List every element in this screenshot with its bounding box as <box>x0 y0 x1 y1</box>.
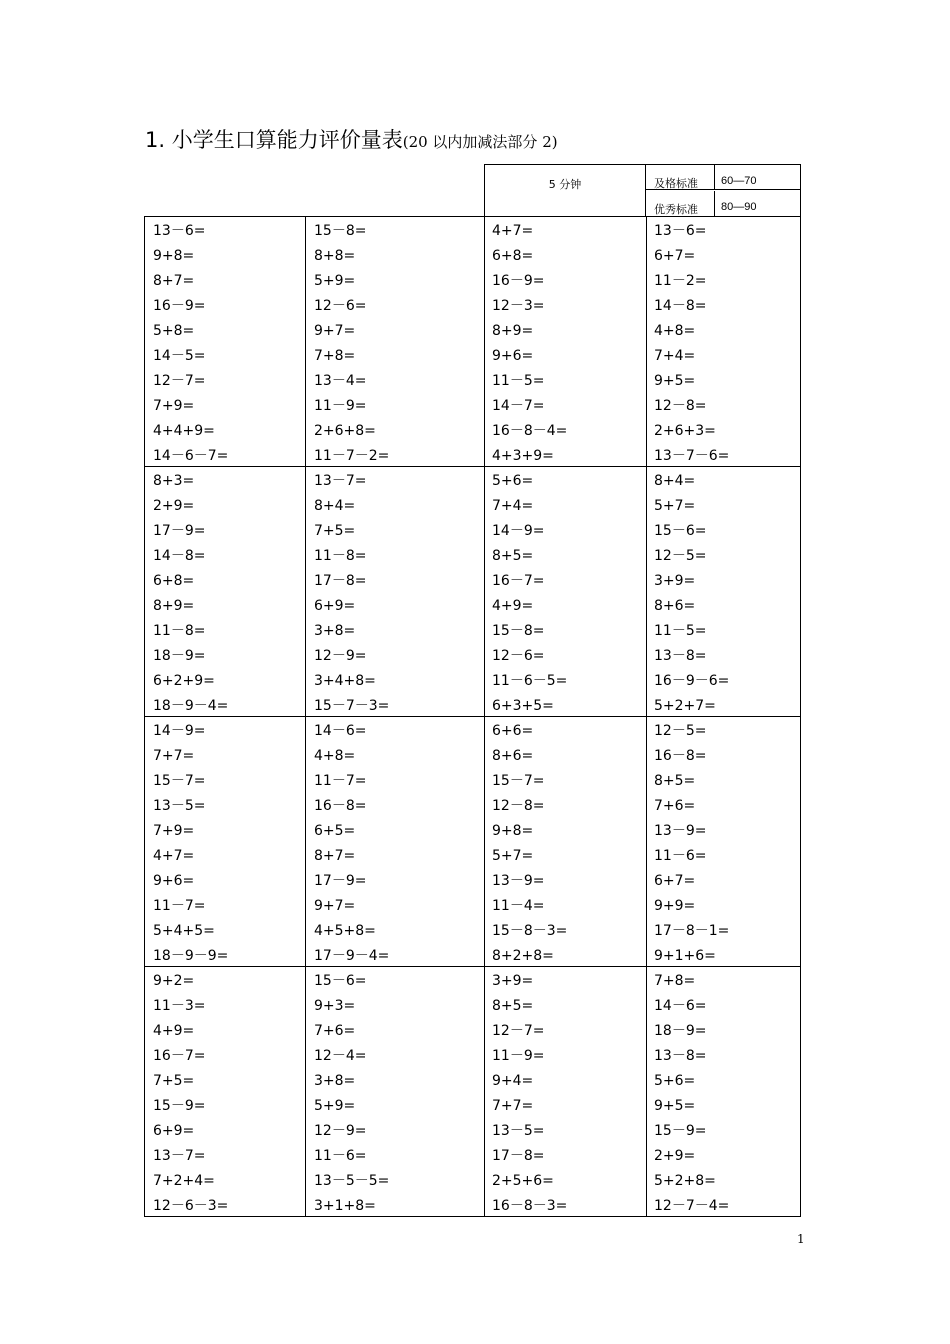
math-problem: 12－3= <box>492 298 545 314</box>
math-problem: 3+8= <box>314 1073 356 1089</box>
math-problem: 5+4+5= <box>153 923 215 939</box>
math-problem: 11－5= <box>492 373 545 389</box>
math-problem: 11－6－5= <box>492 673 568 689</box>
math-problem: 6+7= <box>654 873 696 889</box>
math-problem: 11－8= <box>153 623 206 639</box>
problem-cell <box>314 469 484 719</box>
math-problem: 13－8= <box>654 648 707 664</box>
math-problem: 14－5= <box>153 348 206 364</box>
math-problem: 13－5= <box>153 798 206 814</box>
pass-standard-row <box>646 165 801 190</box>
math-problem: 9+5= <box>654 1098 696 1114</box>
math-problem: 17－8= <box>492 1148 545 1164</box>
math-problem: 8+9= <box>153 598 195 614</box>
math-problem: 15－8= <box>492 623 545 639</box>
math-problem: 14－9= <box>153 723 206 739</box>
math-problem: 5+6= <box>492 473 534 489</box>
math-problem: 16－9= <box>153 298 206 314</box>
pass-standard-value: 60—70 <box>721 175 757 187</box>
math-problem: 13－5= <box>492 1123 545 1139</box>
math-problem: 8+5= <box>654 773 696 789</box>
problem-grid <box>144 216 801 1217</box>
problem-cell <box>153 219 323 469</box>
math-problem: 13－7－6= <box>654 448 730 464</box>
math-problem: 7+6= <box>654 798 696 814</box>
math-problem: 6+2+9= <box>153 673 215 689</box>
math-problem: 17－8－1= <box>654 923 730 939</box>
math-problem: 12－8= <box>654 398 707 414</box>
math-problem: 9+7= <box>314 323 356 339</box>
math-problem: 4+8= <box>314 748 356 764</box>
math-problem: 15－8= <box>314 223 367 239</box>
math-problem: 16－8= <box>314 798 367 814</box>
problem-cell <box>153 719 323 969</box>
math-problem: 5+2+8= <box>654 1173 716 1189</box>
math-problem: 17－9= <box>314 873 367 889</box>
excellent-standard-value: 80—90 <box>721 201 757 213</box>
math-problem: 14－8= <box>654 298 707 314</box>
math-problem: 13－9= <box>492 873 545 889</box>
time-limit: 5 分钟 <box>485 165 646 216</box>
math-problem: 14－6－7= <box>153 448 229 464</box>
math-problem: 8+6= <box>492 748 534 764</box>
math-problem: 2+9= <box>654 1148 696 1164</box>
math-problem: 6+9= <box>314 598 356 614</box>
math-problem: 2+6+3= <box>654 423 716 439</box>
math-problem: 2+9= <box>153 498 195 514</box>
problem-cell <box>314 969 484 1219</box>
math-problem: 7+7= <box>153 748 195 764</box>
math-problem: 13－7= <box>153 1148 206 1164</box>
pass-standard-label: 及格标准 <box>646 165 715 189</box>
math-problem: 7+4= <box>492 498 534 514</box>
math-problem: 13－5－5= <box>314 1173 390 1189</box>
math-problem: 8+4= <box>314 498 356 514</box>
math-problem: 14－6= <box>314 723 367 739</box>
math-problem: 4+3+9= <box>492 448 554 464</box>
math-problem: 11－6= <box>654 848 707 864</box>
math-problem: 8+3= <box>153 473 195 489</box>
math-problem: 12－7= <box>492 1023 545 1039</box>
math-problem: 15－6= <box>654 523 707 539</box>
math-problem: 7+9= <box>153 398 195 414</box>
math-problem: 8+6= <box>654 598 696 614</box>
math-problem: 5+7= <box>492 848 534 864</box>
math-problem: 9+7= <box>314 898 356 914</box>
math-problem: 7+2+4= <box>153 1173 215 1189</box>
math-problem: 5+8= <box>153 323 195 339</box>
math-problem: 15－7= <box>153 773 206 789</box>
problem-cell <box>314 719 484 969</box>
math-problem: 16－8－4= <box>492 423 568 439</box>
math-problem: 4+4+9= <box>153 423 215 439</box>
math-problem: 18－9= <box>654 1023 707 1039</box>
problem-cell <box>492 469 662 719</box>
math-problem: 15－9= <box>654 1123 707 1139</box>
math-problem: 7+7= <box>492 1098 534 1114</box>
problem-cell <box>654 719 824 969</box>
math-problem: 9+8= <box>492 823 534 839</box>
math-problem: 3+4+8= <box>314 673 376 689</box>
math-problem: 18－9－9= <box>153 948 229 964</box>
math-problem: 11－7= <box>314 773 367 789</box>
math-problem: 13－6= <box>153 223 206 239</box>
math-problem: 9+5= <box>654 373 696 389</box>
math-problem: 12－7= <box>153 373 206 389</box>
math-problem: 13－6= <box>654 223 707 239</box>
math-problem: 6+8= <box>492 248 534 264</box>
math-problem: 9+3= <box>314 998 356 1014</box>
math-problem: 3+1+8= <box>314 1198 376 1214</box>
problem-cell <box>654 219 824 469</box>
math-problem: 11－8= <box>314 548 367 564</box>
math-problem: 11－7= <box>153 898 206 914</box>
math-problem: 16－9= <box>492 273 545 289</box>
math-problem: 11－6= <box>314 1148 367 1164</box>
math-problem: 15－9= <box>153 1098 206 1114</box>
math-problem: 14－7= <box>492 398 545 414</box>
math-problem: 7+5= <box>314 523 356 539</box>
math-problem: 12－9= <box>314 648 367 664</box>
math-problem: 8+5= <box>492 548 534 564</box>
math-problem: 12－6= <box>314 298 367 314</box>
math-problem: 12－6－3= <box>153 1198 229 1214</box>
problem-cell <box>492 969 662 1219</box>
math-problem: 18－9－4= <box>153 698 229 714</box>
math-problem: 12－6= <box>492 648 545 664</box>
math-problem: 16－8= <box>654 748 707 764</box>
math-problem: 13－8= <box>654 1048 707 1064</box>
math-problem: 14－6= <box>654 998 707 1014</box>
math-problem: 12－7－4= <box>654 1198 730 1214</box>
math-problem: 5+7= <box>654 498 696 514</box>
math-problem: 5+2+7= <box>654 698 716 714</box>
math-problem: 8+7= <box>153 273 195 289</box>
math-problem: 12－9= <box>314 1123 367 1139</box>
math-problem: 4+9= <box>153 1023 195 1039</box>
math-problem: 16－8－3= <box>492 1198 568 1214</box>
math-problem: 6+5= <box>314 823 356 839</box>
math-problem: 8+9= <box>492 323 534 339</box>
math-problem: 6+6= <box>492 723 534 739</box>
math-problem: 2+6+8= <box>314 423 376 439</box>
math-problem: 6+3+5= <box>492 698 554 714</box>
math-problem: 9+4= <box>492 1073 534 1089</box>
math-problem: 9+8= <box>153 248 195 264</box>
math-problem: 11－5= <box>654 623 707 639</box>
math-problem: 15－8－3= <box>492 923 568 939</box>
problem-cell <box>153 469 323 719</box>
problem-cell <box>654 469 824 719</box>
math-problem: 9+6= <box>153 873 195 889</box>
math-problem: 15－7－3= <box>314 698 390 714</box>
math-problem: 17－8= <box>314 573 367 589</box>
math-problem: 6+7= <box>654 248 696 264</box>
math-problem: 3+8= <box>314 623 356 639</box>
math-problem: 4+7= <box>153 848 195 864</box>
math-problem: 14－9= <box>492 523 545 539</box>
math-problem: 3+9= <box>492 973 534 989</box>
problem-cell <box>492 219 662 469</box>
math-problem: 7+8= <box>314 348 356 364</box>
math-problem: 11－9= <box>314 398 367 414</box>
math-problem: 8+7= <box>314 848 356 864</box>
standards-header <box>484 164 801 216</box>
math-problem: 3+9= <box>654 573 696 589</box>
problem-cell <box>654 969 824 1219</box>
math-problem: 5+9= <box>314 273 356 289</box>
math-problem: 8+8= <box>314 248 356 264</box>
math-problem: 8+5= <box>492 998 534 1014</box>
math-problem: 16－7= <box>492 573 545 589</box>
math-problem: 6+9= <box>153 1123 195 1139</box>
math-problem: 9+6= <box>492 348 534 364</box>
math-problem: 16－7= <box>153 1048 206 1064</box>
math-problem: 9+2= <box>153 973 195 989</box>
math-problem: 5+6= <box>654 1073 696 1089</box>
math-problem: 11－2= <box>654 273 707 289</box>
math-problem: 18－9= <box>153 648 206 664</box>
math-problem: 15－6= <box>314 973 367 989</box>
math-problem: 12－4= <box>314 1048 367 1064</box>
math-problem: 12－5= <box>654 548 707 564</box>
excellent-standard-row <box>646 191 801 216</box>
math-problem: 11－3= <box>153 998 206 1014</box>
math-problem: 13－4= <box>314 373 367 389</box>
math-problem: 17－9= <box>153 523 206 539</box>
excellent-standard-label: 优秀标准 <box>646 191 715 216</box>
math-problem: 5+9= <box>314 1098 356 1114</box>
math-problem: 2+5+6= <box>492 1173 554 1189</box>
math-problem: 13－9= <box>654 823 707 839</box>
math-problem: 7+4= <box>654 348 696 364</box>
math-problem: 4+7= <box>492 223 534 239</box>
math-problem: 12－5= <box>654 723 707 739</box>
math-problem: 4+8= <box>654 323 696 339</box>
math-problem: 4+9= <box>492 598 534 614</box>
math-problem: 12－8= <box>492 798 545 814</box>
problem-cell <box>314 219 484 469</box>
math-problem: 8+4= <box>654 473 696 489</box>
page-title <box>145 124 558 154</box>
math-problem: 7+6= <box>314 1023 356 1039</box>
math-problem: 4+5+8= <box>314 923 376 939</box>
math-problem: 11－7－2= <box>314 448 390 464</box>
math-problem: 14－8= <box>153 548 206 564</box>
title-main: 1. 小学生口算能力评价量表 <box>145 128 403 152</box>
math-problem: 7+9= <box>153 823 195 839</box>
title-sub: (20 以内加减法部分 2) <box>402 133 558 151</box>
page-number: 1 <box>797 1232 805 1246</box>
math-problem: 6+8= <box>153 573 195 589</box>
math-problem: 7+5= <box>153 1073 195 1089</box>
math-problem: 11－4= <box>492 898 545 914</box>
math-problem: 9+1+6= <box>654 948 716 964</box>
math-problem: 15－7= <box>492 773 545 789</box>
math-problem: 11－9= <box>492 1048 545 1064</box>
problem-cell <box>153 969 323 1219</box>
math-problem: 13－7= <box>314 473 367 489</box>
problem-cell <box>492 719 662 969</box>
math-problem: 7+8= <box>654 973 696 989</box>
math-problem: 17－9－4= <box>314 948 390 964</box>
math-problem: 9+9= <box>654 898 696 914</box>
math-problem: 16－9－6= <box>654 673 730 689</box>
math-problem: 8+2+8= <box>492 948 554 964</box>
